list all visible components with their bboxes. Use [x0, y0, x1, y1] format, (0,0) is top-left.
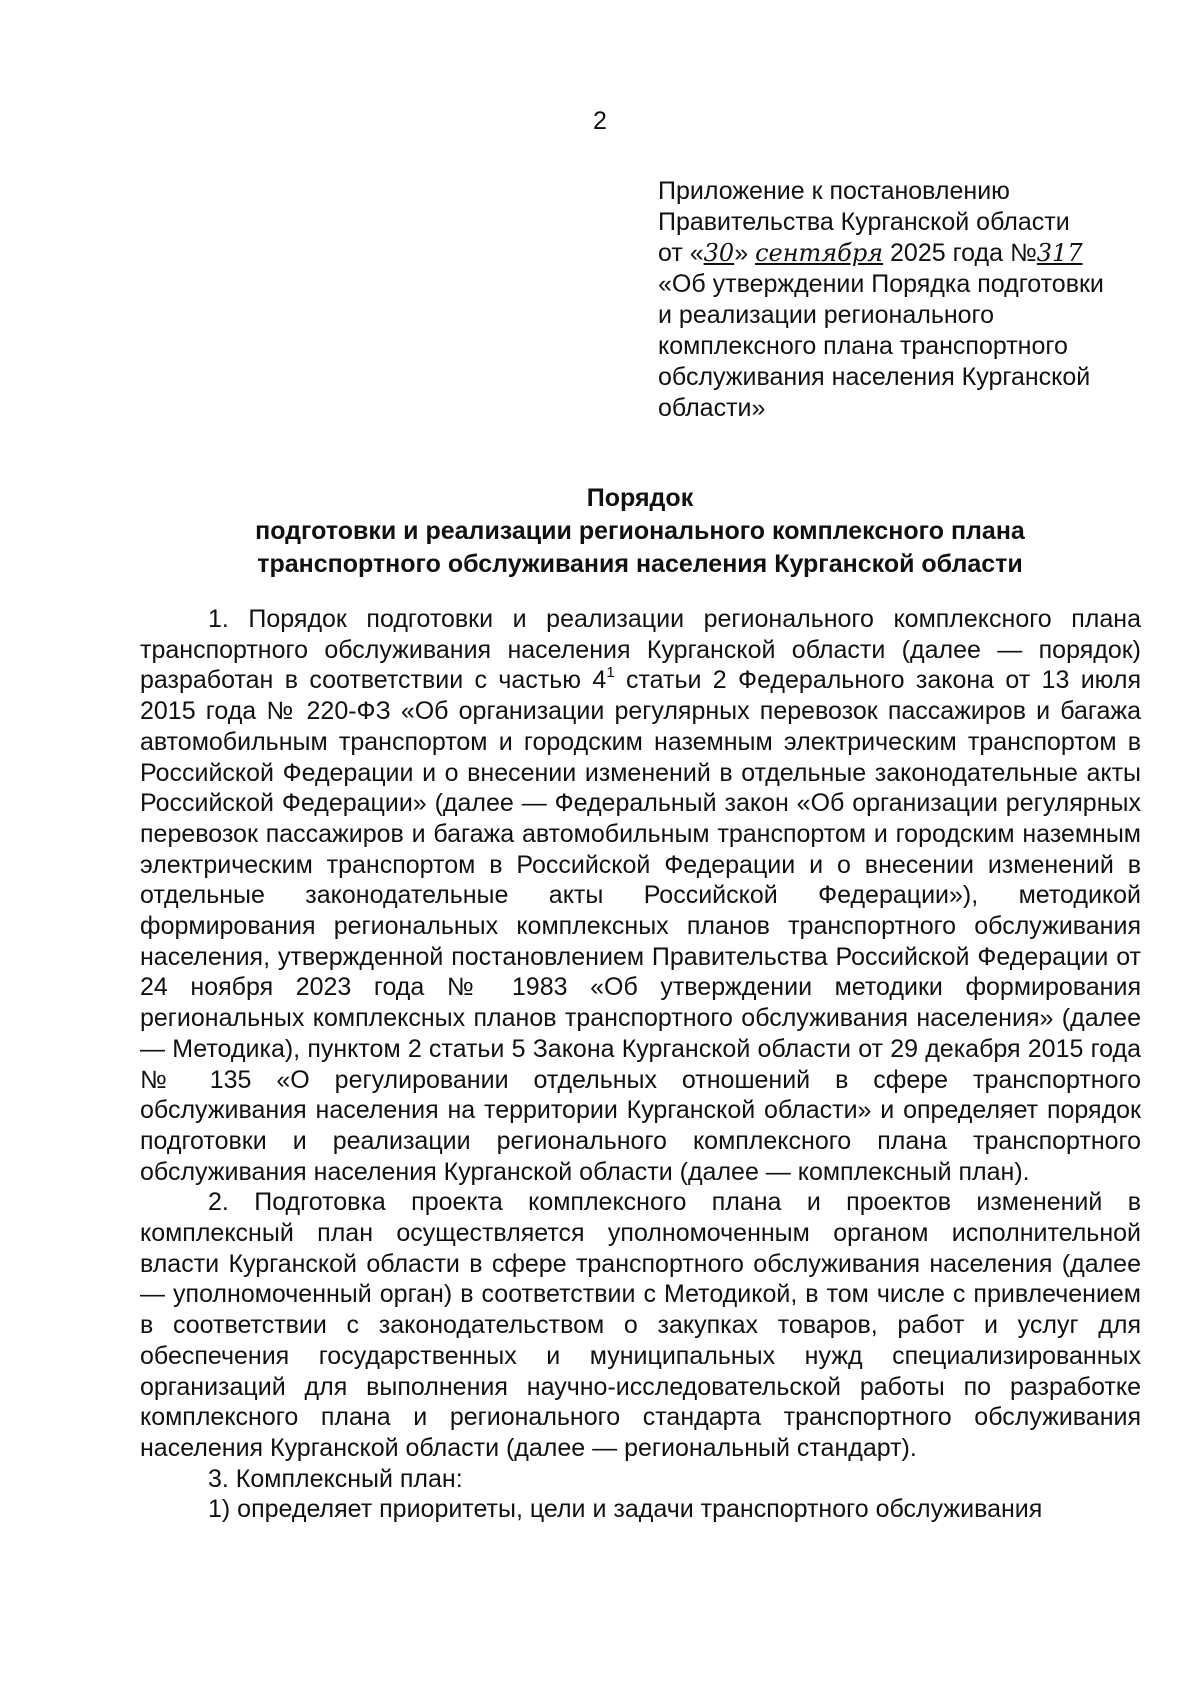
document-title [140, 482, 1140, 581]
paragraph-3: 3. Комплексный план: [208, 1464, 463, 1493]
superscript: 1 [606, 664, 615, 682]
handwritten-day: 30 [703, 239, 735, 267]
paragraph-2: 2. Подготовка проекта комплексного плана и проектов изменений в комплексный план осуществляется уполномоченным органом исполнительной власти Курганской области в сфере транспортного обслуживания населения (далее — уполномоченный орган) в соответствии с Методикой, в том числе с привлечением в соответствии с законодательством о закупках товаров, работ и услуг для обеспечения государственных и муниципальных нужд специализированных организаций для выполнения научно-исследовательской работы по разработке комплексного плана и регионального стандарта транспортного обслуживания населения Курганской области (далее — региональный стандарт). [140, 1188, 1141, 1462]
appendix-line: Приложение к постановлению [658, 177, 1010, 205]
appendix-subject-line: и реализации регионального [658, 301, 995, 329]
paragraph-4: 1) определяет приоритеты, цели и задачи транспортного обслуживания [208, 1495, 1043, 1524]
paragraph-1-text: 1. Порядок подготовки и реализации регионального комплексного плана транспортного обслуживания населения Курганской области (далее — порядок) разработан в соответствии с частью 4 [140, 605, 1141, 695]
handwritten-month: сентября [755, 239, 884, 267]
appendix-subject-line: «Об утверждении Порядка подготовки [658, 270, 1104, 298]
date-suffix: 2025 года № [890, 239, 1037, 267]
page-number: 2 [593, 107, 607, 135]
date-prefix: от « [658, 239, 704, 267]
date-mid: » [734, 239, 749, 267]
appendix-subject-line: обслуживания населения Курганской [658, 363, 1091, 391]
handwritten-number: 317 [1036, 239, 1083, 267]
title-line: подготовки и реализации регионального комплексного плана [255, 517, 1025, 545]
document-body [140, 604, 1141, 1525]
paragraph-1 [140, 604, 1141, 1187]
appendix-subject-line: области» [658, 394, 766, 422]
appendix-subject-line: комплексного плана транспортного [658, 332, 1068, 360]
appendix-line: Правительства Курганской области [658, 208, 1070, 236]
appendix-date-line [658, 238, 1158, 269]
paragraph-1-text-cont: статьи 2 Федерального закона от 13 июля 2015 года № 220-ФЗ «Об организации регулярных перевозок пассажиров и багажа автомобильным транспортом и городским наземным электрическим транспортом в Российской Федерации и о внесении изменений в отдельные законодательные акты Российской Федерации» (далее — Федеральный закон «Об организации регулярных перевозок пассажиров и багажа автомобильным транспортом и городским наземным электрическим транспортом в Российской Федерации и о внесении изменений в отдельные законодательные акты Российской Федерации»), методикой формирования региональных комплексных планов транспортного обслуживания населения, утвержденной постановлением Правительства Российской Федерации от 24 ноября 2023 года № 1983 «Об утверждении методики формирования региональных комплексных планов транспортного обслуживания населения» (далее — Методика), пунктом 2 статьи 5 Закона Курганской области от 29 декабря 2015 года № 135 «О регулировании отдельных отношений в сфере транспортного обслуживания населения на территории Курганской области» и определяет порядок подготовки и реализации регионального комплексного плана транспортного обслуживания населения Курганской области (далее — комплексный план). [140, 666, 1141, 1186]
title-line: Порядок [586, 484, 694, 512]
appendix-header [658, 176, 1158, 424]
title-line: транспортного обслуживания населения Курганской области [257, 550, 1023, 578]
